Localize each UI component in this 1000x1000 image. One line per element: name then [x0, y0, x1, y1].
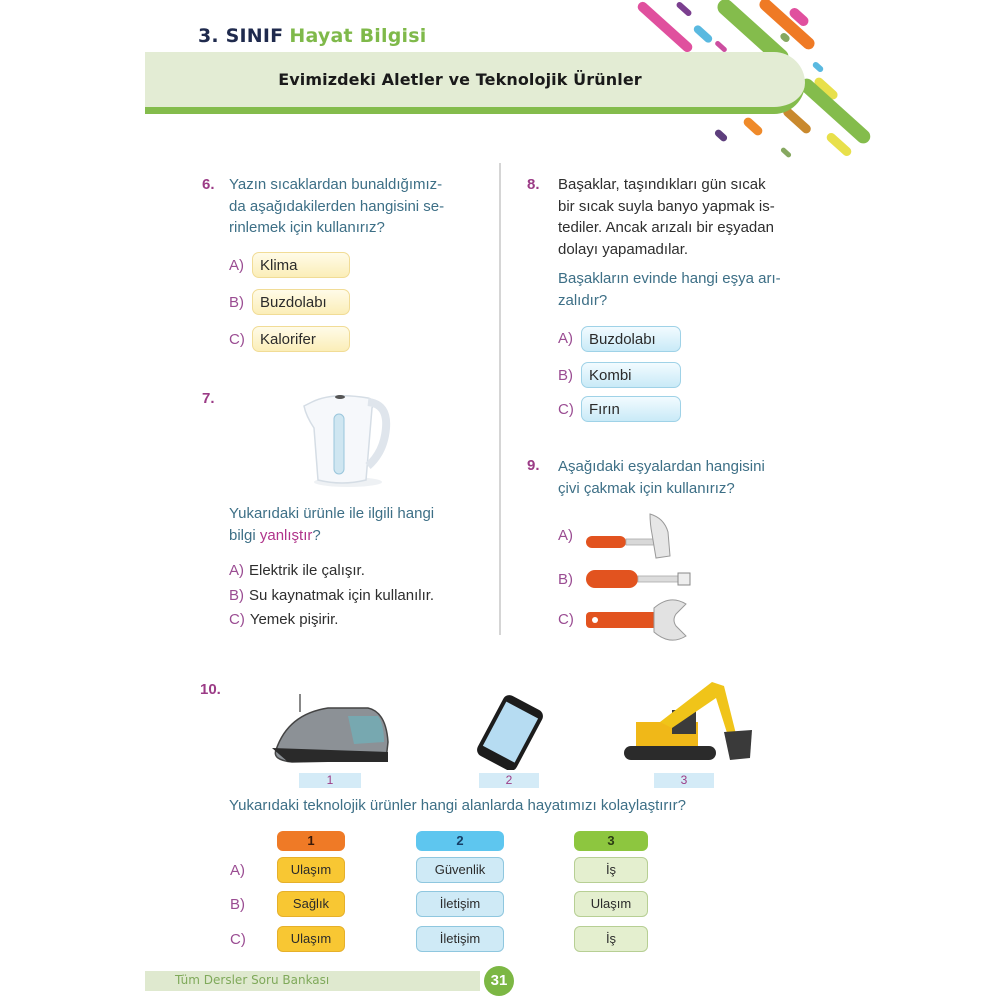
question-9-line: çivi çakmak için kullanırız?	[558, 479, 735, 497]
unit-title-band	[145, 52, 805, 114]
question-6-line: da aşağıdakilerden hangisini se-	[229, 197, 445, 215]
q6-option-b[interactable]: Buzdolabı	[252, 289, 350, 315]
column-divider	[499, 163, 501, 635]
question-8-line: zalıdır?	[558, 291, 608, 309]
q9-option-a[interactable]	[584, 512, 676, 562]
question-8-line: dolayı yapamadılar.	[558, 240, 689, 258]
page-number-badge: 31	[484, 966, 514, 996]
q6-option-c[interactable]: Kalorifer	[252, 326, 350, 352]
q6-option-a[interactable]: Klima	[252, 252, 350, 278]
question-8-story	[558, 174, 818, 260]
emphasis-word: yanlıştır	[259, 526, 313, 544]
q10-b-cell-3: Ulaşım	[574, 891, 648, 917]
question-8-line: tediler. Ancak arızalı bir eşyadan	[558, 219, 774, 236]
kettle-image	[302, 388, 392, 488]
footer-band	[145, 971, 480, 991]
q7-option-a[interactable]: A) Elektrik ile çalışır.	[229, 562, 365, 579]
screwdriver-icon	[584, 566, 696, 592]
subject-label: Hayat Bilgisi	[289, 25, 427, 47]
question-8-prompt	[558, 268, 818, 311]
q8-option-a[interactable]: Buzdolabı	[581, 326, 681, 352]
q9-option-c[interactable]	[584, 598, 694, 642]
smartphone-icon	[470, 695, 550, 770]
q10-a-cell-1: Ulaşım	[277, 857, 345, 883]
question-7-prompt	[229, 503, 489, 546]
image-tag-1: 1	[299, 773, 361, 788]
q7-option-c[interactable]: C) Yemek pişirir.	[229, 611, 339, 628]
image-tag-3: 3	[654, 773, 714, 788]
q10-c-cell-3: İş	[574, 926, 648, 952]
q8-option-c[interactable]: Fırın	[581, 396, 681, 422]
column-header-3: 3	[574, 831, 648, 851]
question-10-prompt: Yukarıdaki teknolojik ürünler hangi alanlarda hayatımızı kolaylaştırır?	[229, 797, 686, 814]
q9-option-b[interactable]	[584, 566, 696, 592]
q10-option-c[interactable]	[277, 926, 648, 954]
q10-c-cell-2: İletişim	[416, 926, 504, 952]
question-6-line: rinlemek için kullanırız?	[229, 219, 385, 236]
option-label: A)	[558, 330, 573, 347]
option-label: A)	[230, 862, 245, 879]
column-header-1: 1	[277, 831, 345, 851]
excavator-image	[620, 676, 760, 770]
question-8-line: Başakların evinde hangi eşya arı-	[558, 270, 781, 287]
grade-label: 3. SINIF	[198, 25, 284, 47]
column-header-2: 2	[416, 831, 504, 851]
book-title: Tüm Dersler Soru Bankası	[175, 973, 330, 987]
option-label: C)	[230, 931, 246, 948]
option-label: C)	[558, 611, 574, 628]
question-9-number: 9.	[527, 457, 540, 474]
q10-a-cell-2: Güvenlik	[416, 857, 504, 883]
tram-image	[268, 690, 390, 770]
question-6-line: Yazın sıcaklardan bunaldığımız-	[229, 176, 443, 193]
tram-icon	[268, 690, 390, 770]
q10-a-cell-3: İş	[574, 857, 648, 883]
question-6-number: 6.	[202, 176, 215, 193]
image-tag-2: 2	[479, 773, 539, 788]
book-brand	[198, 25, 426, 47]
q10-c-cell-1: Ulaşım	[277, 926, 345, 952]
question-8-line: bir sıcak suyla banyo yapmak is-	[558, 197, 775, 215]
option-label: C)	[558, 401, 574, 418]
unit-title: Evimizdeki Aletler ve Teknolojik Ürünler	[278, 70, 642, 89]
hammer-icon	[584, 512, 676, 562]
option-label: B)	[558, 571, 573, 588]
question-10-number: 10.	[200, 681, 221, 698]
q10-b-cell-1: Sağlık	[277, 891, 345, 917]
option-label: C)	[229, 331, 245, 348]
question-7-line: Yukarıdaki ürünle ile ilgili hangi	[229, 505, 435, 522]
question-9-text	[558, 456, 818, 499]
excavator-icon	[620, 676, 760, 770]
wrench-icon	[584, 598, 694, 642]
question-7-number: 7.	[202, 390, 215, 407]
option-label: B)	[230, 896, 245, 913]
question-6-text	[229, 174, 489, 239]
q10-option-b[interactable]	[277, 891, 648, 919]
option-label: B)	[229, 294, 244, 311]
question-8-line: Başaklar, taşındıkları gün sıcak	[558, 176, 766, 193]
smartphone-image	[470, 695, 550, 770]
question-9-line: Aşağıdaki eşyalardan hangisini	[558, 458, 765, 475]
question-7-line: bilgi yanlıştır?	[229, 526, 321, 544]
q8-option-b[interactable]: Kombi	[581, 362, 681, 388]
electric-kettle-icon	[302, 388, 392, 488]
q10-option-a[interactable]	[277, 857, 648, 885]
question-8-number: 8.	[527, 176, 540, 193]
option-label: A)	[558, 527, 573, 544]
option-label: A)	[229, 257, 244, 274]
q7-option-b[interactable]: B) Su kaynatmak için kullanılır.	[229, 587, 435, 604]
option-label: B)	[558, 367, 573, 384]
q10-b-cell-2: İletişim	[416, 891, 504, 917]
